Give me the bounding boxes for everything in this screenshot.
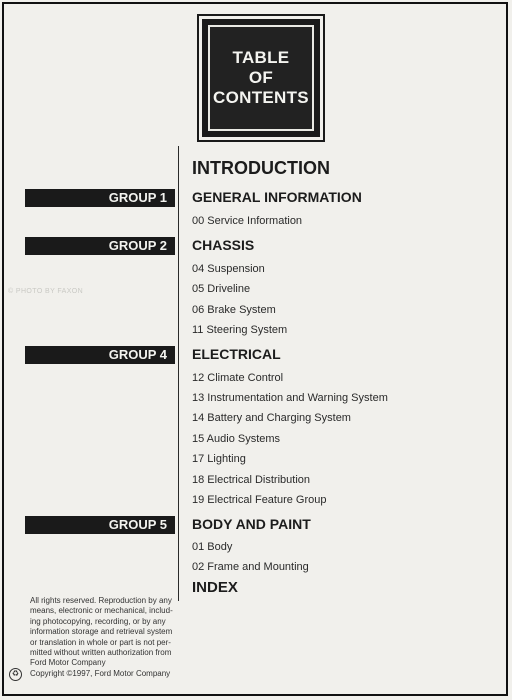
group-1-bar: GROUP 1 [25, 189, 175, 207]
toc-item: 15 Audio Systems [192, 433, 281, 445]
group-4-bar: GROUP 4 [25, 346, 175, 364]
photo-watermark: © PHOTO BY FAXON [8, 288, 84, 295]
toc-item: 18 Electrical Distribution [192, 474, 310, 486]
group-5-title: BODY AND PAINT [192, 516, 311, 532]
recycle-icon: ♻ [9, 668, 22, 681]
toc-item: 00 Service Information [192, 215, 303, 227]
toc-item: 11 Steering System [192, 324, 288, 336]
rights-line: or translation in whole or part is not per- [30, 637, 171, 647]
vertical-rule [178, 146, 179, 601]
rights-line: Copyright ©1997, Ford Motor Company [30, 668, 171, 678]
toc-item: 13 Instrumentation and Warning System [192, 392, 388, 404]
group-2-title: CHASSIS [192, 237, 255, 253]
toc-item: 02 Frame and Mounting [192, 561, 309, 573]
rights-line: Ford Motor Company [30, 658, 106, 668]
toc-item: 12 Climate Control [192, 372, 284, 384]
toc-title-box [199, 16, 323, 140]
toc-title-line-2: OF [248, 68, 274, 87]
toc-item: 19 Electrical Feature Group [192, 494, 327, 506]
index-heading: INDEX [192, 579, 238, 596]
toc-title-inner [208, 25, 314, 131]
group-5-bar: GROUP 5 [25, 516, 175, 534]
group-4-title: ELECTRICAL [192, 346, 281, 362]
rights-line: means, electronic or mechanical, includ- [30, 606, 173, 616]
toc-title-line-3: CONTENTS [213, 88, 309, 107]
toc-item: 17 Lighting [192, 453, 246, 465]
toc-item: 14 Battery and Charging System [192, 412, 351, 424]
group-1-title: GENERAL INFORMATION [192, 189, 362, 205]
copyright-notice [30, 596, 190, 679]
toc-item: 05 Driveline [192, 283, 251, 295]
rights-line: mitted without written authorization from [30, 648, 172, 658]
rights-line: ing photocopying, recording, or by any [30, 616, 166, 626]
toc-item: 04 Suspension [192, 263, 265, 275]
toc-item: 01 Body [192, 541, 233, 553]
introduction-heading: INTRODUCTION [192, 158, 330, 178]
rights-line: information storage and retrieval system [30, 627, 173, 637]
group-2-bar: GROUP 2 [25, 237, 175, 255]
toc-title-line-1: TABLE [232, 48, 290, 67]
toc-item: 06 Brake System [192, 304, 276, 316]
rights-line: All rights reserved. Reproduction by any [30, 596, 172, 605]
